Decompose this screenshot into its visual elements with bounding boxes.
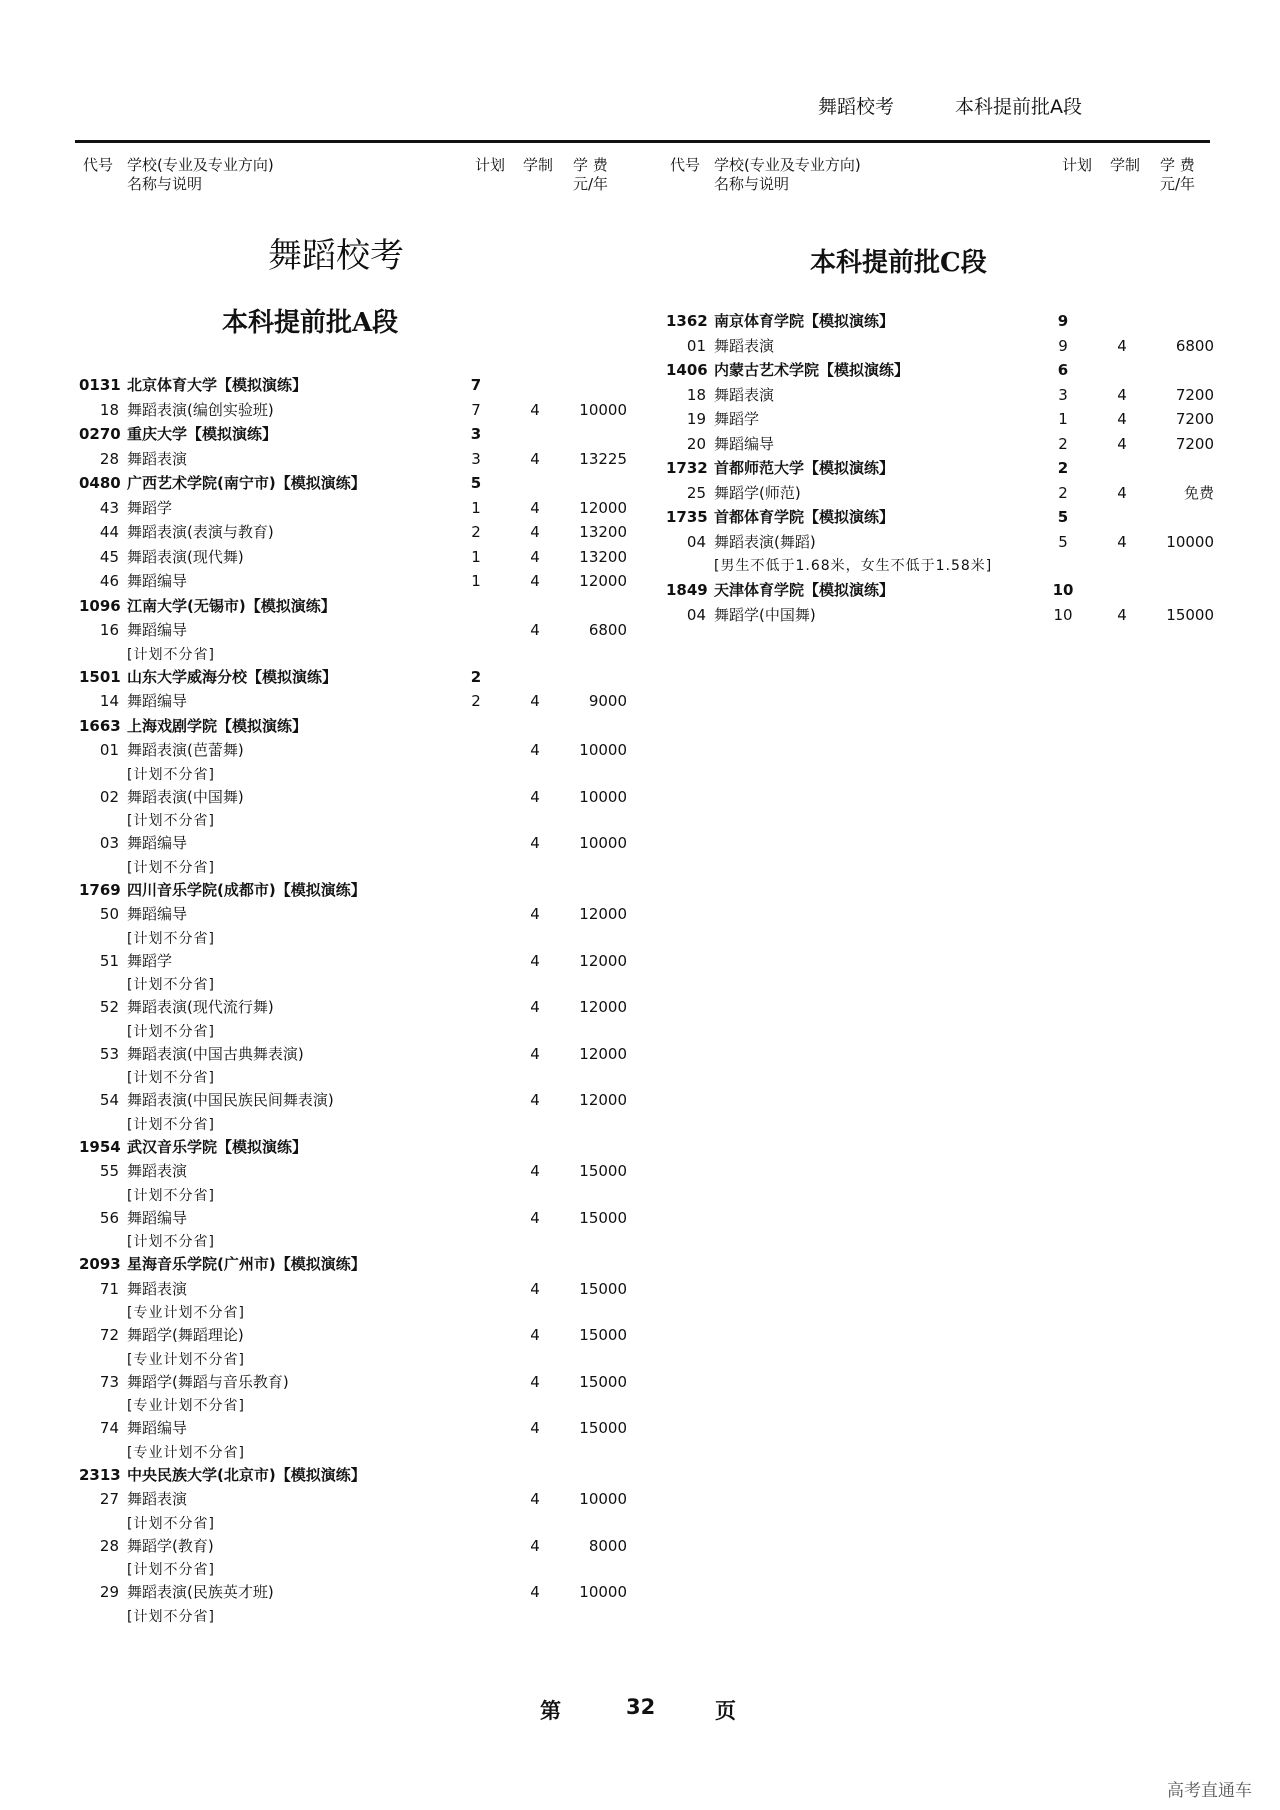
school-row bbox=[75, 880, 635, 900]
plan-note: [计划不分省] bbox=[127, 766, 215, 783]
school-code: 1769 bbox=[79, 880, 121, 899]
plan-count: 1 bbox=[1058, 410, 1068, 428]
tuition-fee: 15000 bbox=[579, 1162, 627, 1180]
major-code: 01 bbox=[686, 336, 706, 355]
school-code: 0270 bbox=[79, 425, 121, 443]
plan-count: 7 bbox=[470, 376, 482, 394]
program-years: 4 bbox=[530, 523, 540, 541]
program-years: 4 bbox=[1117, 385, 1127, 404]
column-headers-left bbox=[75, 156, 635, 196]
major-row bbox=[75, 620, 635, 640]
program-years: 4 bbox=[1117, 410, 1127, 428]
plan-note: [计划不分省] bbox=[127, 1187, 215, 1204]
plan-count: 10 bbox=[1052, 581, 1074, 599]
plan-count: 2 bbox=[1058, 483, 1068, 502]
school-name: 广西艺术学院(南宁市)【模拟演练】 bbox=[127, 474, 366, 492]
school-code: 1735 bbox=[666, 508, 708, 526]
school-row bbox=[662, 580, 1222, 600]
major-row bbox=[662, 336, 1222, 356]
major-code: 51 bbox=[99, 951, 119, 970]
program-years: 4 bbox=[530, 621, 540, 639]
major-row bbox=[662, 434, 1222, 454]
note-row bbox=[75, 1350, 635, 1370]
tuition-fee: 13200 bbox=[579, 547, 627, 566]
page-prefix: 第 bbox=[540, 1699, 561, 1723]
plan-count: 6 bbox=[1057, 361, 1069, 379]
program-years: 4 bbox=[530, 741, 540, 759]
major-row bbox=[75, 1161, 635, 1181]
major-row bbox=[662, 409, 1222, 429]
major-code: 02 bbox=[99, 787, 119, 806]
tuition-fee: 12000 bbox=[579, 498, 627, 517]
program-years: 4 bbox=[530, 1583, 540, 1601]
major-code: 04 bbox=[686, 532, 706, 551]
major-row bbox=[75, 740, 635, 760]
major-code: 56 bbox=[99, 1208, 119, 1227]
major-row bbox=[75, 1044, 635, 1064]
major-code: 50 bbox=[99, 905, 119, 923]
school-name: 重庆大学【模拟演练】 bbox=[127, 425, 278, 443]
program-years: 4 bbox=[530, 905, 540, 923]
major-code: 46 bbox=[99, 572, 119, 590]
plan-count: 3 bbox=[1058, 385, 1068, 404]
col-fee: 学 费 bbox=[573, 156, 608, 174]
major-row bbox=[75, 498, 635, 518]
plan-note: [计划不分省] bbox=[127, 977, 215, 993]
major-row bbox=[75, 1279, 635, 1299]
major-row bbox=[75, 1536, 635, 1556]
major-code: 14 bbox=[99, 692, 119, 710]
major-row bbox=[75, 833, 635, 853]
note-row bbox=[75, 975, 635, 995]
school-name: 江南大学(无锡市)【模拟演练】 bbox=[127, 596, 336, 615]
major-name: 舞蹈表演(中国舞) bbox=[127, 787, 244, 806]
note-row bbox=[75, 1443, 635, 1463]
plan-count: 2 bbox=[470, 667, 482, 686]
program-years: 4 bbox=[1117, 532, 1127, 551]
tuition-fee: 15000 bbox=[579, 1208, 627, 1227]
major-name: 舞蹈表演(中国古典舞表演) bbox=[127, 1044, 304, 1063]
watermark: 高考直通车 bbox=[1167, 1781, 1252, 1801]
major-row bbox=[75, 1090, 635, 1110]
school-code: 0480 bbox=[79, 474, 121, 492]
program-years: 4 bbox=[530, 951, 540, 970]
major-code: 73 bbox=[99, 1372, 119, 1391]
plan-count: 3 bbox=[470, 425, 482, 443]
note-row bbox=[75, 1068, 635, 1088]
major-name: 舞蹈编导 bbox=[127, 692, 188, 710]
major-row bbox=[75, 1582, 635, 1602]
note-row bbox=[75, 1115, 635, 1135]
major-row bbox=[662, 605, 1222, 625]
program-years: 4 bbox=[1117, 434, 1127, 453]
plan-note: [计划不分省] bbox=[127, 1515, 215, 1532]
plan-count: 2 bbox=[471, 523, 481, 541]
program-years: 4 bbox=[530, 834, 540, 852]
school-code: 1954 bbox=[79, 1137, 121, 1156]
col-school-sub: 名称与说明 bbox=[714, 175, 790, 193]
header-rule bbox=[75, 140, 1210, 143]
school-row bbox=[75, 596, 635, 616]
program-years: 4 bbox=[1117, 336, 1127, 355]
running-header-category: 舞蹈校考 bbox=[818, 96, 895, 118]
plan-count: 7 bbox=[471, 400, 481, 419]
plan-note: [计划不分省] bbox=[127, 930, 215, 947]
school-row bbox=[75, 424, 635, 444]
program-years: 4 bbox=[1117, 483, 1127, 502]
plan-count: 1 bbox=[471, 572, 481, 590]
school-name: 首都体育学院【模拟演练】 bbox=[714, 508, 895, 526]
major-name: 舞蹈学(中国舞) bbox=[714, 605, 816, 624]
major-code: 03 bbox=[99, 834, 119, 852]
major-code: 29 bbox=[99, 1583, 119, 1601]
page-number: 32 bbox=[626, 1695, 656, 1719]
school-row bbox=[75, 473, 635, 493]
tuition-fee: 10000 bbox=[579, 1490, 627, 1508]
tuition-fee: 免费 bbox=[1183, 483, 1214, 502]
plan-note: [计划不分省] bbox=[127, 1608, 215, 1625]
school-code: 1732 bbox=[666, 459, 708, 477]
major-row bbox=[75, 449, 635, 469]
plan-count: 1 bbox=[471, 498, 481, 517]
program-years: 4 bbox=[530, 1326, 540, 1344]
major-name: 舞蹈学(师范) bbox=[714, 483, 801, 502]
major-name: 舞蹈表演(芭蕾舞) bbox=[127, 741, 244, 759]
plan-count: 9 bbox=[1058, 336, 1068, 355]
major-name: 舞蹈编导 bbox=[127, 621, 188, 639]
major-code: 04 bbox=[686, 605, 706, 624]
tuition-fee: 8000 bbox=[588, 1536, 627, 1555]
program-years: 4 bbox=[530, 1279, 540, 1298]
tuition-fee: 15000 bbox=[579, 1372, 627, 1391]
major-row bbox=[75, 1325, 635, 1345]
plan-count: 2 bbox=[471, 692, 481, 710]
school-code: 1501 bbox=[79, 667, 121, 686]
col-fee-unit: 元/年 bbox=[573, 175, 609, 193]
school-code: 1849 bbox=[666, 581, 708, 599]
plan-count: 1 bbox=[471, 547, 481, 566]
col-plan: 计划 bbox=[475, 156, 506, 174]
major-name: 舞蹈编导 bbox=[127, 1419, 188, 1437]
tuition-fee: 12000 bbox=[579, 951, 627, 970]
tuition-fee: 15000 bbox=[579, 1279, 627, 1298]
program-years: 4 bbox=[530, 1372, 540, 1391]
tuition-fee: 6800 bbox=[1175, 336, 1214, 355]
major-row bbox=[75, 400, 635, 420]
tuition-fee: 13200 bbox=[579, 523, 627, 541]
major-row bbox=[662, 532, 1222, 552]
plan-count: 5 bbox=[1057, 508, 1069, 526]
major-name: 舞蹈编导 bbox=[127, 834, 188, 852]
major-name: 舞蹈学(舞蹈与音乐教育) bbox=[127, 1372, 289, 1391]
col-code: 代号 bbox=[670, 156, 701, 174]
school-row bbox=[662, 311, 1222, 331]
col-plan: 计划 bbox=[1062, 156, 1093, 174]
major-code: 28 bbox=[99, 449, 119, 468]
tuition-fee: 12000 bbox=[579, 1091, 627, 1109]
major-name: 舞蹈学(教育) bbox=[127, 1536, 214, 1555]
major-name: 舞蹈学 bbox=[127, 498, 173, 517]
program-years: 4 bbox=[530, 1208, 540, 1227]
page-suffix: 页 bbox=[715, 1699, 736, 1723]
major-name: 舞蹈编导 bbox=[127, 905, 188, 923]
plan-note: [专业计划不分省] bbox=[127, 1398, 245, 1414]
col-code: 代号 bbox=[83, 156, 114, 174]
school-name: 武汉音乐学院【模拟演练】 bbox=[127, 1137, 308, 1156]
major-name: 舞蹈编导 bbox=[127, 1208, 188, 1227]
major-row bbox=[75, 1418, 635, 1438]
tuition-fee: 15000 bbox=[579, 1419, 627, 1437]
school-row bbox=[75, 1254, 635, 1274]
school-code: 2313 bbox=[79, 1465, 121, 1484]
tuition-fee: 10000 bbox=[579, 741, 627, 759]
tuition-fee: 15000 bbox=[1166, 605, 1214, 624]
plan-count: 5 bbox=[1058, 532, 1068, 551]
tuition-fee: 6800 bbox=[588, 621, 627, 639]
col-school-sub: 名称与说明 bbox=[127, 175, 203, 193]
major-name: 舞蹈表演(表演与教育) bbox=[127, 523, 274, 541]
tuition-fee: 7200 bbox=[1175, 385, 1214, 404]
tuition-fee: 12000 bbox=[579, 1044, 627, 1063]
program-years: 4 bbox=[530, 1536, 540, 1555]
tuition-fee: 9000 bbox=[588, 692, 627, 710]
plan-note: [专业计划不分省] bbox=[127, 1305, 245, 1321]
major-row bbox=[75, 571, 635, 591]
major-code: 71 bbox=[99, 1279, 119, 1298]
major-name: 舞蹈表演(民族英才班) bbox=[127, 1583, 274, 1601]
tuition-fee: 10000 bbox=[579, 1583, 627, 1601]
school-name: 首都师范大学【模拟演练】 bbox=[714, 459, 895, 477]
right-batch-title: 本科提前批C段 bbox=[810, 248, 987, 278]
school-name: 中央民族大学(北京市)【模拟演练】 bbox=[127, 1465, 366, 1484]
school-row bbox=[75, 1465, 635, 1485]
left-admission-list bbox=[75, 375, 635, 1665]
major-name: 舞蹈表演(中国民族民间舞表演) bbox=[127, 1091, 334, 1109]
school-name: 天津体育学院【模拟演练】 bbox=[714, 581, 895, 599]
plan-count: 10 bbox=[1053, 605, 1073, 624]
major-row bbox=[75, 547, 635, 567]
major-code: 01 bbox=[99, 741, 119, 759]
major-name: 舞蹈学 bbox=[714, 410, 760, 428]
major-row bbox=[75, 951, 635, 971]
major-code: 72 bbox=[99, 1326, 119, 1344]
major-code: 52 bbox=[99, 998, 119, 1016]
running-header-batch: 本科提前批A段 bbox=[955, 96, 1082, 118]
major-name: 舞蹈学(舞蹈理论) bbox=[127, 1326, 244, 1344]
major-row bbox=[75, 1372, 635, 1392]
plan-count: 3 bbox=[471, 449, 481, 468]
note-row bbox=[75, 1186, 635, 1206]
school-row bbox=[662, 458, 1222, 478]
school-row bbox=[75, 716, 635, 736]
school-name: 内蒙古艺术学院【模拟演练】 bbox=[714, 361, 910, 379]
page-footer bbox=[0, 1695, 1280, 1725]
col-fee-unit: 元/年 bbox=[1160, 175, 1196, 193]
major-code: 54 bbox=[99, 1091, 119, 1109]
major-row bbox=[662, 385, 1222, 405]
major-name: 舞蹈表演(编创实验班) bbox=[127, 400, 274, 419]
program-years: 4 bbox=[1117, 605, 1127, 624]
program-years: 4 bbox=[530, 400, 540, 419]
plan-count: 2 bbox=[1057, 459, 1069, 477]
major-code: 45 bbox=[99, 547, 119, 566]
column-headers-right bbox=[662, 156, 1222, 196]
right-admission-list bbox=[662, 311, 1222, 631]
plan-note: [计划不分省] bbox=[127, 813, 215, 829]
major-name: 舞蹈学 bbox=[127, 951, 173, 970]
major-code: 18 bbox=[99, 400, 119, 419]
note-row bbox=[75, 1022, 635, 1042]
major-name: 舞蹈编导 bbox=[127, 572, 188, 590]
major-code: 19 bbox=[686, 410, 706, 428]
program-years: 4 bbox=[530, 449, 540, 468]
major-row bbox=[75, 904, 635, 924]
major-name: 舞蹈表演(舞蹈) bbox=[714, 532, 816, 551]
plan-note: [计划不分省] bbox=[127, 1023, 215, 1040]
major-name: 舞蹈表演 bbox=[127, 1490, 188, 1508]
school-row bbox=[75, 667, 635, 687]
program-years: 4 bbox=[530, 1490, 540, 1508]
major-row bbox=[75, 1208, 635, 1228]
major-name: 舞蹈表演 bbox=[127, 449, 188, 468]
tuition-fee: 12000 bbox=[579, 998, 627, 1016]
plan-note: [计划不分省] bbox=[127, 1562, 215, 1578]
major-row bbox=[75, 522, 635, 542]
program-years: 4 bbox=[530, 572, 540, 590]
plan-count: 5 bbox=[470, 474, 482, 492]
major-row bbox=[75, 1489, 635, 1509]
program-years: 4 bbox=[530, 1091, 540, 1109]
tuition-fee: 10000 bbox=[579, 787, 627, 806]
major-name: 舞蹈表演 bbox=[714, 336, 775, 355]
tuition-fee: 13225 bbox=[579, 449, 627, 468]
program-years: 4 bbox=[530, 1044, 540, 1063]
plan-note: [计划不分省] bbox=[127, 859, 215, 876]
tuition-fee: 7200 bbox=[1175, 410, 1214, 428]
tuition-fee: 12000 bbox=[579, 905, 627, 923]
program-years: 4 bbox=[530, 547, 540, 566]
note-row bbox=[75, 1514, 635, 1534]
school-code: 1362 bbox=[666, 312, 708, 330]
program-years: 4 bbox=[530, 498, 540, 517]
major-code: 28 bbox=[99, 1536, 119, 1555]
plan-note: [专业计划不分省] bbox=[127, 1444, 245, 1461]
major-name: 舞蹈表演(现代舞) bbox=[127, 547, 244, 566]
running-header bbox=[0, 92, 1280, 120]
school-code: 1096 bbox=[79, 596, 121, 615]
major-row bbox=[75, 787, 635, 807]
major-code: 25 bbox=[686, 483, 706, 502]
major-code: 44 bbox=[99, 523, 119, 541]
major-code: 55 bbox=[99, 1162, 119, 1180]
plan-count: 9 bbox=[1057, 312, 1069, 330]
major-name: 舞蹈表演(现代流行舞) bbox=[127, 998, 274, 1016]
major-name: 舞蹈表演 bbox=[714, 385, 775, 404]
major-name: 舞蹈表演 bbox=[127, 1162, 188, 1180]
tuition-fee: 10000 bbox=[579, 834, 627, 852]
school-name: 上海戏剧学院【模拟演练】 bbox=[127, 716, 308, 735]
major-code: 16 bbox=[99, 621, 119, 639]
school-code: 2093 bbox=[79, 1255, 121, 1273]
note-row bbox=[662, 556, 1222, 576]
school-row bbox=[75, 375, 635, 395]
major-code: 20 bbox=[686, 434, 706, 453]
major-row bbox=[75, 691, 635, 711]
school-row bbox=[662, 507, 1222, 527]
major-row bbox=[75, 997, 635, 1017]
school-name: 星海音乐学院(广州市)【模拟演练】 bbox=[127, 1255, 366, 1273]
note-row bbox=[75, 1232, 635, 1252]
plan-note: [计划不分省] bbox=[127, 1234, 215, 1250]
tuition-fee: 15000 bbox=[579, 1326, 627, 1344]
major-code: 18 bbox=[686, 385, 706, 404]
plan-note: [计划不分省] bbox=[127, 1070, 215, 1086]
plan-note: [计划不分省] bbox=[127, 646, 215, 663]
note-row bbox=[75, 645, 635, 665]
tuition-fee: 12000 bbox=[579, 572, 627, 590]
school-row bbox=[75, 1137, 635, 1157]
major-name: 舞蹈编导 bbox=[714, 434, 775, 453]
major-code: 53 bbox=[99, 1044, 119, 1063]
program-years: 4 bbox=[530, 998, 540, 1016]
major-code: 43 bbox=[99, 498, 119, 517]
major-code: 27 bbox=[99, 1490, 119, 1508]
note-row bbox=[75, 765, 635, 785]
plan-note: [专业计划不分省] bbox=[127, 1351, 245, 1368]
tuition-fee: 10000 bbox=[579, 400, 627, 419]
program-years: 4 bbox=[530, 787, 540, 806]
school-code: 1406 bbox=[666, 361, 708, 379]
school-code: 1663 bbox=[79, 716, 121, 735]
major-name: 舞蹈表演 bbox=[127, 1279, 188, 1298]
col-school: 学校(专业及专业方向) bbox=[127, 156, 274, 174]
note-row bbox=[75, 1607, 635, 1627]
program-years: 4 bbox=[530, 692, 540, 710]
note-row bbox=[75, 929, 635, 949]
school-name: 南京体育学院【模拟演练】 bbox=[714, 312, 895, 330]
col-fee: 学 费 bbox=[1160, 156, 1195, 174]
tuition-fee: 10000 bbox=[1166, 532, 1214, 551]
col-years: 学制 bbox=[1110, 156, 1141, 174]
program-years: 4 bbox=[530, 1419, 540, 1437]
note-row bbox=[75, 858, 635, 878]
tuition-fee: 7200 bbox=[1175, 434, 1214, 453]
left-batch-title: 本科提前批A段 bbox=[222, 308, 399, 338]
program-years: 4 bbox=[530, 1162, 540, 1180]
school-row bbox=[662, 360, 1222, 380]
note-row bbox=[75, 1560, 635, 1580]
col-school: 学校(专业及专业方向) bbox=[714, 156, 861, 174]
school-code: 0131 bbox=[79, 376, 121, 394]
note-row bbox=[75, 811, 635, 831]
plan-count: 2 bbox=[1058, 434, 1068, 453]
school-name: 北京体育大学【模拟演练】 bbox=[127, 376, 308, 394]
col-years: 学制 bbox=[523, 156, 554, 174]
plan-note: [男生不低于1.68米，女生不低于1.58米] bbox=[714, 558, 993, 574]
note-row bbox=[75, 1396, 635, 1416]
left-category-title: 舞蹈校考 bbox=[268, 236, 404, 276]
major-code: 74 bbox=[99, 1419, 119, 1437]
major-row bbox=[662, 483, 1222, 503]
plan-note: [计划不分省] bbox=[127, 1116, 215, 1133]
school-name: 四川音乐学院(成都市)【模拟演练】 bbox=[127, 880, 366, 899]
note-row bbox=[75, 1303, 635, 1323]
school-name: 山东大学威海分校【模拟演练】 bbox=[127, 667, 338, 686]
